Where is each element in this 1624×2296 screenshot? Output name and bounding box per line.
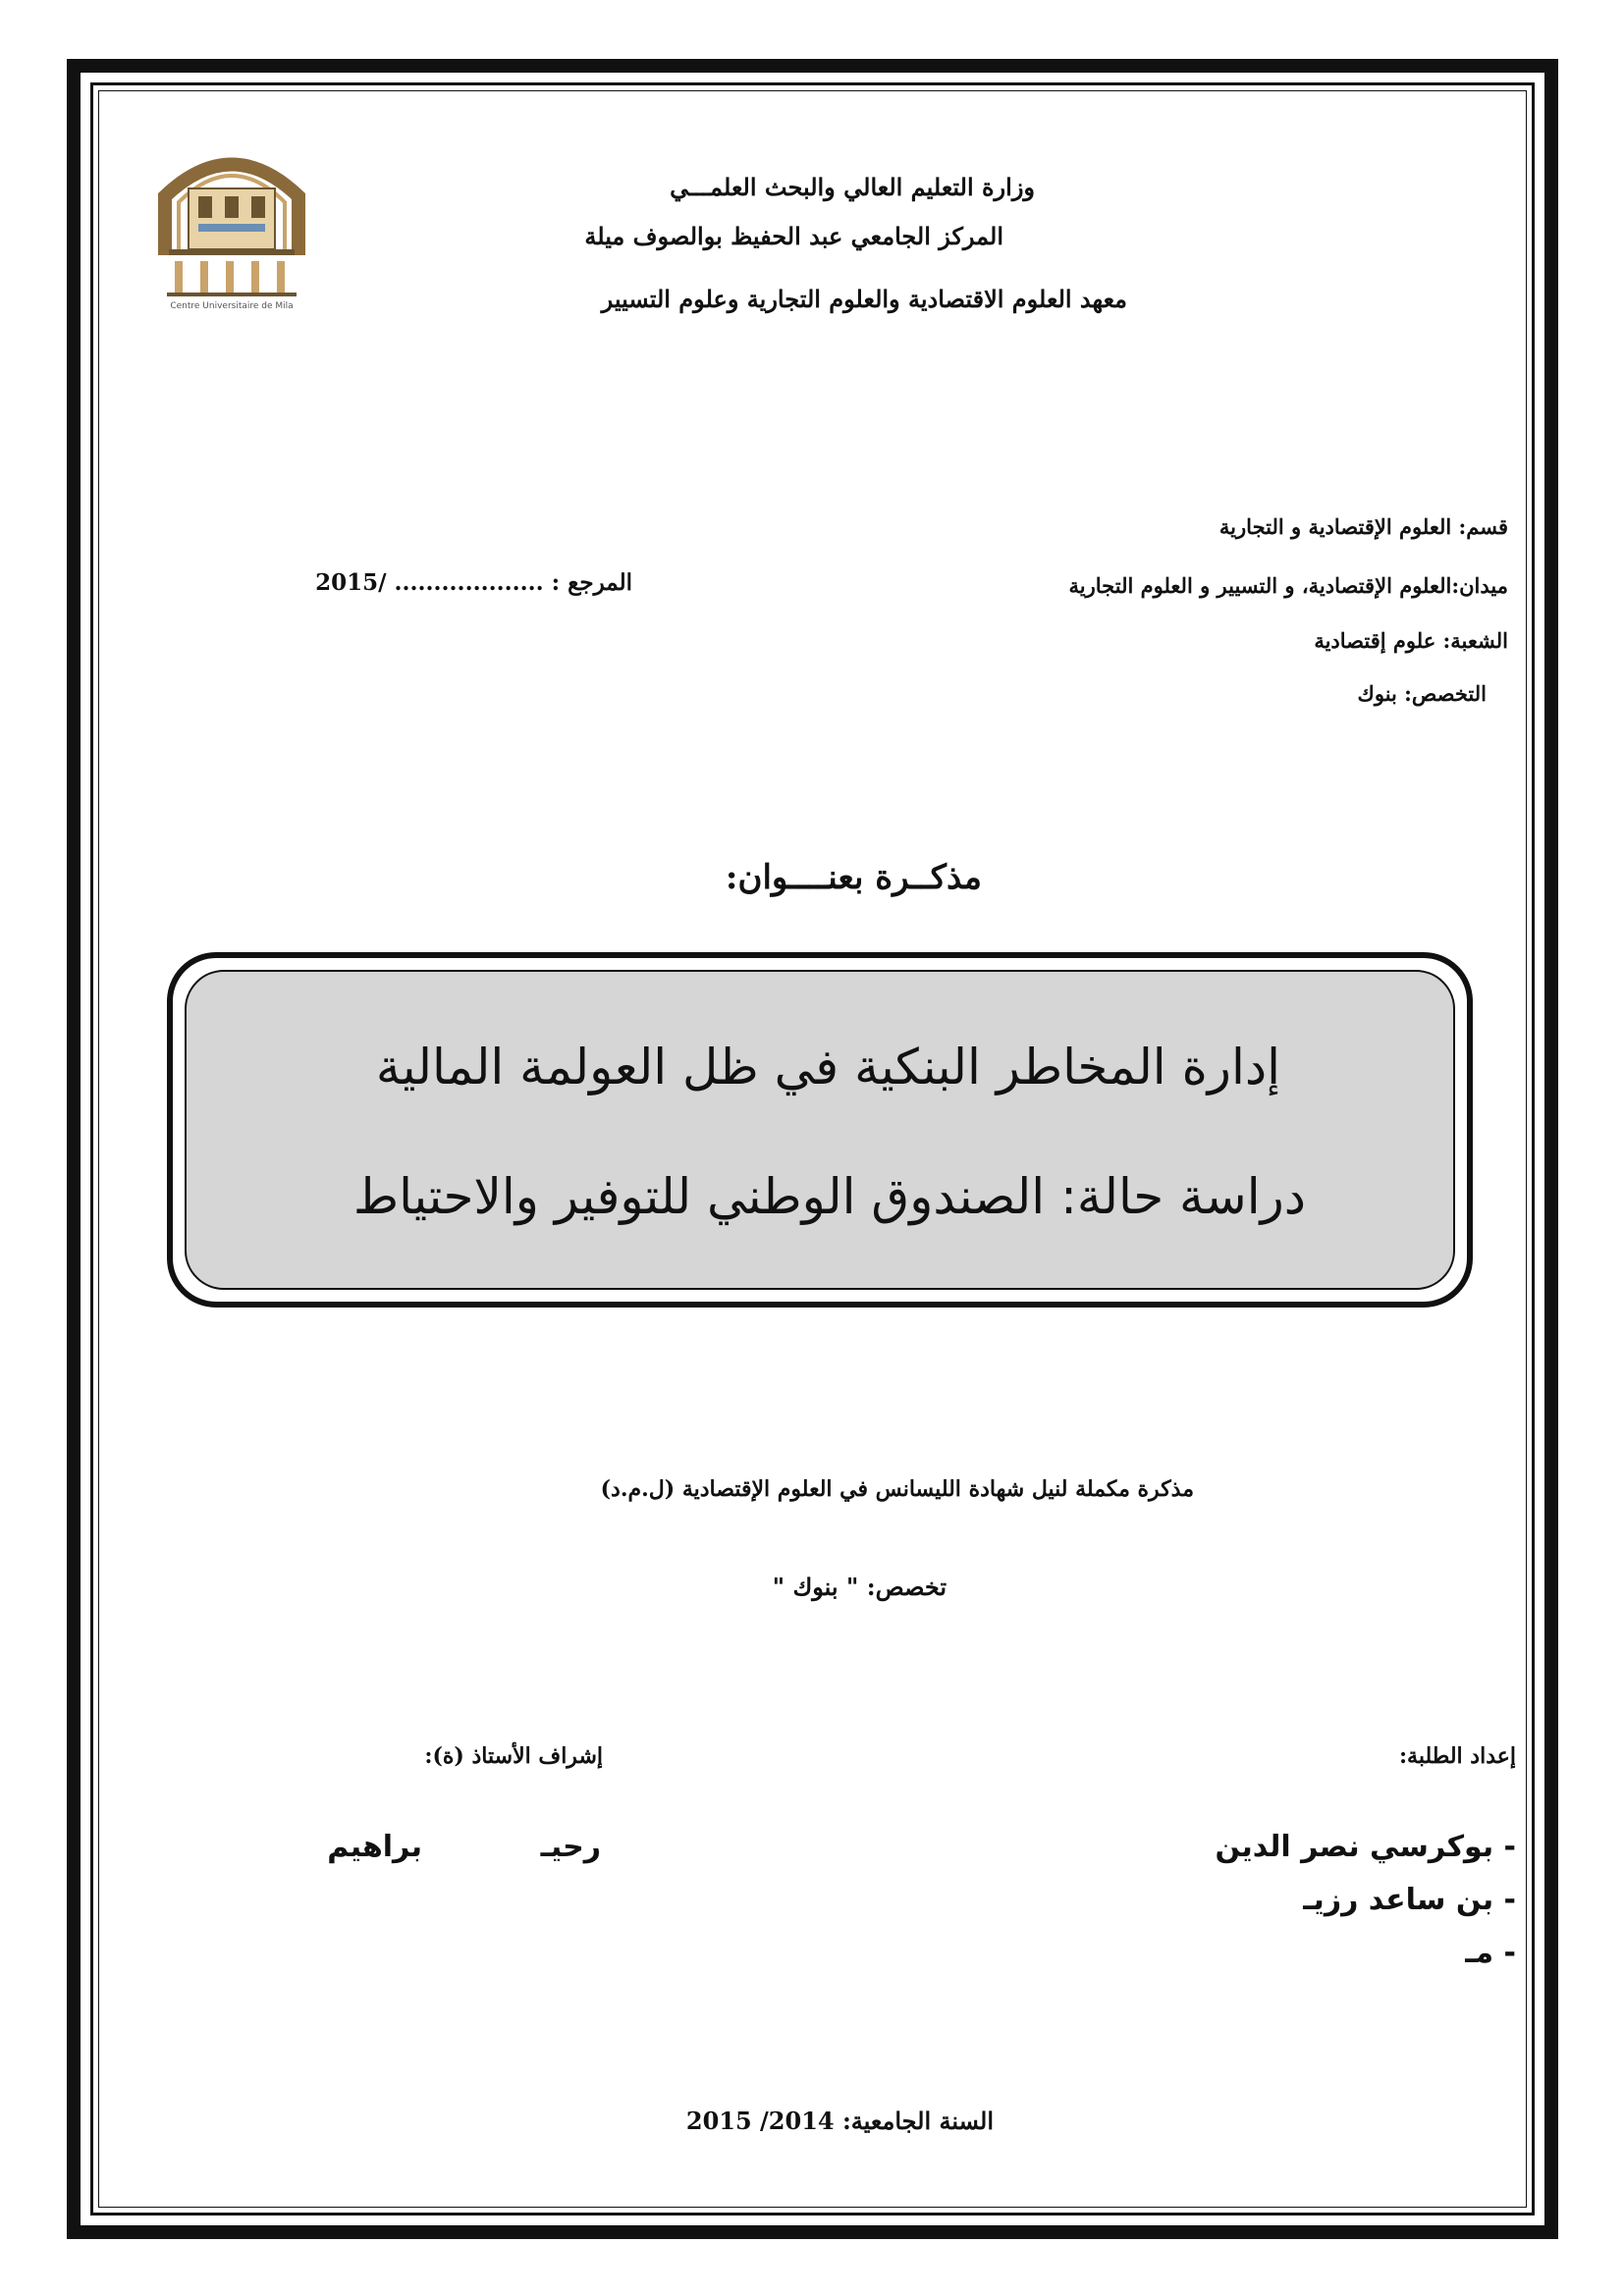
supervisor-last-name: براهيم <box>327 1830 422 1864</box>
students-label: إعداد الطلبة: <box>1398 1743 1516 1769</box>
university-logo <box>145 137 318 312</box>
thesis-title-line2: دراسة حالة: الصندوق الوطني للتوفير والاحتياط <box>352 1168 1306 1225</box>
title-box-fill <box>185 970 1455 1290</box>
logo-caption: Centre Universitaire de Mila <box>170 301 294 311</box>
memo-heading: مذكــرة بعنــــوان: <box>725 858 982 897</box>
title-box <box>167 952 1473 1308</box>
reference-line: المرجع : ................... /2015 <box>315 569 632 596</box>
department-line: قسم: العلوم الإقتصادية و التجارية <box>1218 514 1508 539</box>
academic-year: السنة الجامعية: 2014/ 2015 <box>685 2107 994 2135</box>
university-center-name: المركز الجامعي عبد الحفيظ بوالصوف ميلة <box>584 222 1003 250</box>
ministry-name: وزارة التعليم العالي والبحث العلمـــي <box>670 173 1035 201</box>
student-name-1: - بوكرسي نصر الدين <box>1215 1830 1516 1864</box>
thesis-title-line1: إدارة المخاطر البنكية في ظل العولمة المالية <box>375 1039 1280 1095</box>
student-name-2: - بن ساعد رزيـ <box>1303 1883 1516 1917</box>
supervisor-first-name: رحيـ <box>540 1830 601 1864</box>
degree-description: مذكرة مكملة لنيل شهادة الليسانس في العلوم الإقتصادية (ل.م.د) <box>600 1476 1194 1502</box>
degree-specialization: تخصص: " بنوك " <box>772 1573 947 1601</box>
student-name-3: - مـ <box>1465 1936 1516 1970</box>
branch-line: الشعبة: علوم إقتصادية <box>1314 628 1508 653</box>
specialty-line: التخصص: بنوك <box>1357 681 1487 706</box>
supervisor-label: إشراف الأستاذ (ة): <box>424 1743 603 1769</box>
field-line: ميدان:العلوم الإقتصادية، و التسيير و العلوم التجارية <box>1068 573 1508 598</box>
institute-name: معهد العلوم الاقتصادية والعلوم التجارية وعلوم التسيير <box>601 285 1127 313</box>
